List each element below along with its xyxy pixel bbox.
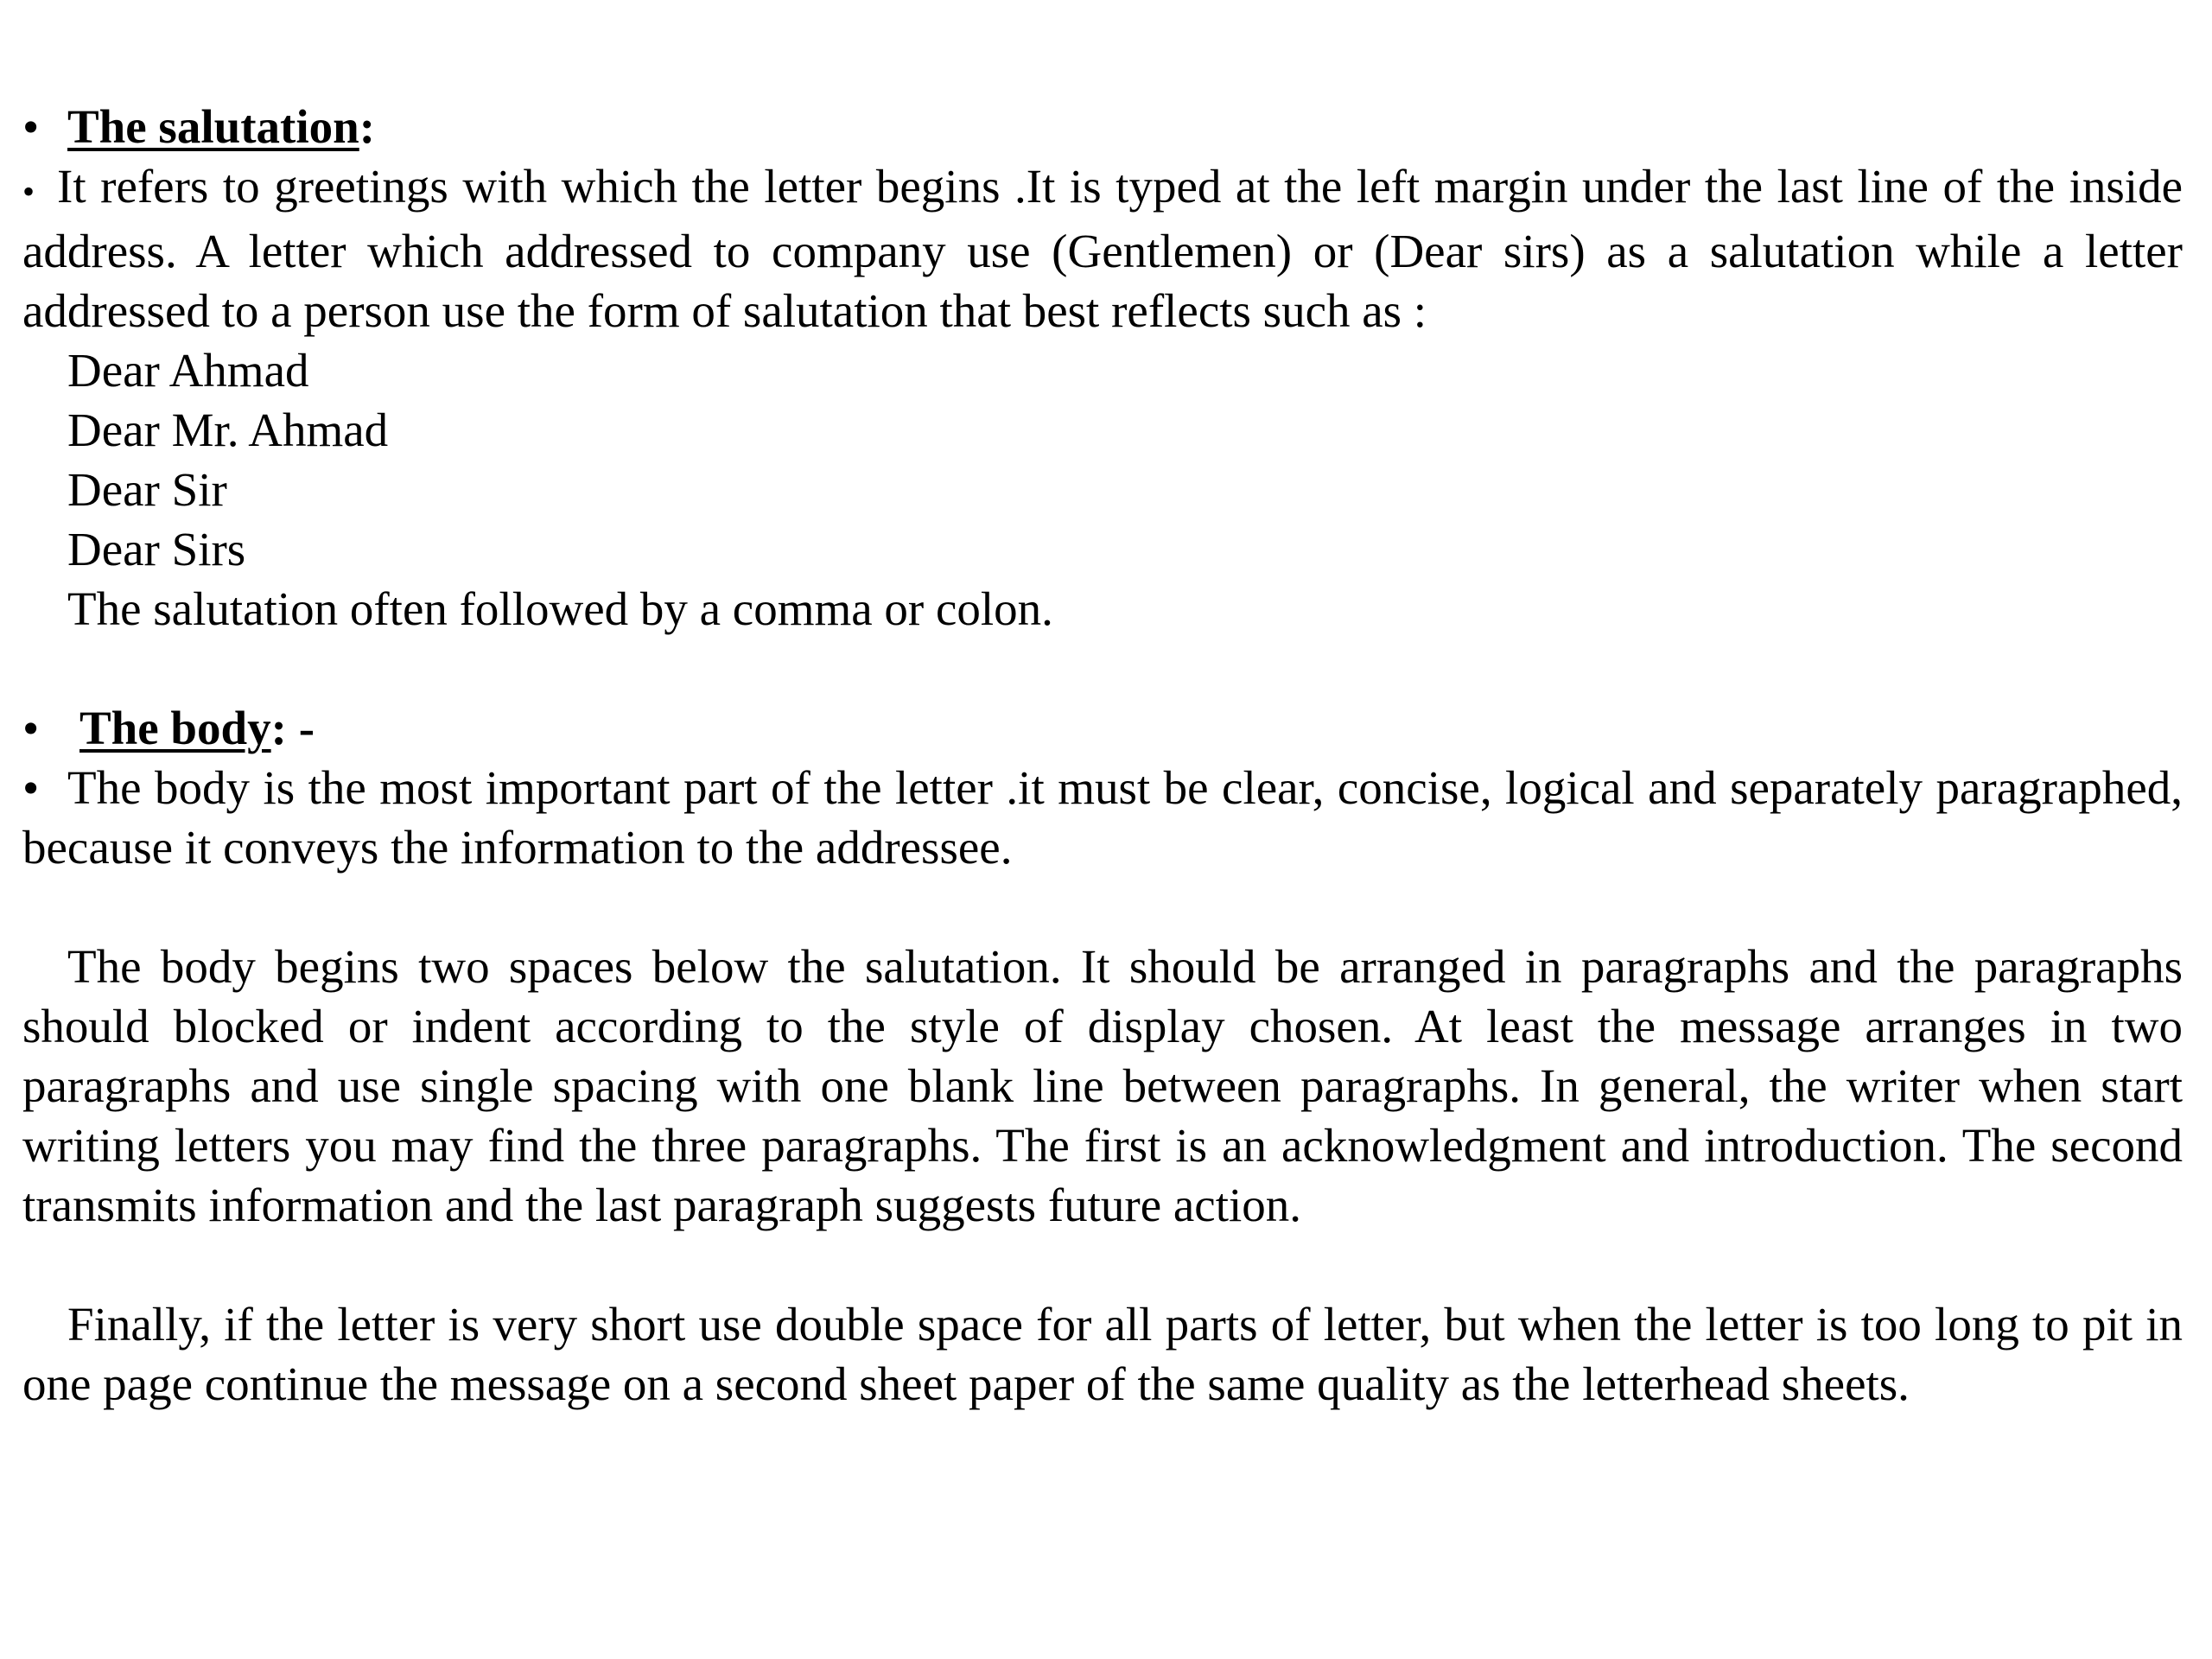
document-page — [22, 97, 2183, 1414]
salutation-intro-text: It refers to greetings with which the letter begins .It is typed at the left margin under the last line of the inside address. A letter which addressed to company use (Gentlemen) or (Dear sirs) as a salutation while a letter addressed to a person use the form of salutation that best reflects such as : — [22, 160, 2183, 337]
body-heading: The body — [79, 701, 271, 754]
body-intro-text: The body is the most important part of the letter .it must be clear, concise, logical and separately paragraphed, because it conveys the information to the addressee. — [22, 760, 2183, 874]
body-paragraph-1: The body begins two spaces below the salutation. It should be arranged in paragraphs and the paragraphs should blocked or indent according to the style of display chosen. At least the message arranges in two paragraphs and use single spacing with one blank line between paragraphs. In general, the writer when start writing letters you may find the three paragraphs. The first is an acknowledgment and introduction. The second transmits information and the last paragraph suggests future action. — [22, 939, 2183, 1231]
body-paragraph-2: Finally, if the letter is very short use double space for all parts of letter, but when the letter is too long to pit in one page continue the message on a second sheet paper of the same quality as the letterhead sheets. — [22, 1297, 2183, 1410]
bullet-icon: • — [22, 760, 40, 814]
body-intro — [22, 758, 2183, 877]
salutation-example: Dear Sir — [67, 462, 227, 516]
salutation-heading: The salutation — [67, 100, 359, 153]
bullet-icon: • — [22, 701, 40, 754]
salutation-example: Dear Mr. Ahmad — [67, 403, 389, 456]
salutation-example: Dear Ahmad — [67, 343, 309, 397]
bullet-icon: • — [22, 171, 35, 211]
salutation-intro — [22, 156, 2183, 340]
body-heading-suffix: : - — [270, 701, 315, 754]
bullet-icon: • — [22, 100, 40, 153]
salutation-note: The salutation often followed by a comma or colon. — [67, 582, 1053, 635]
body-heading-line — [22, 698, 2183, 758]
salutation-heading-colon: : — [359, 100, 376, 153]
salutation-heading-line — [22, 97, 2183, 156]
spacer — [22, 877, 2183, 937]
spacer — [22, 639, 2183, 698]
spacer — [22, 1235, 2183, 1294]
salutation-example: Dear Sirs — [67, 522, 246, 575]
